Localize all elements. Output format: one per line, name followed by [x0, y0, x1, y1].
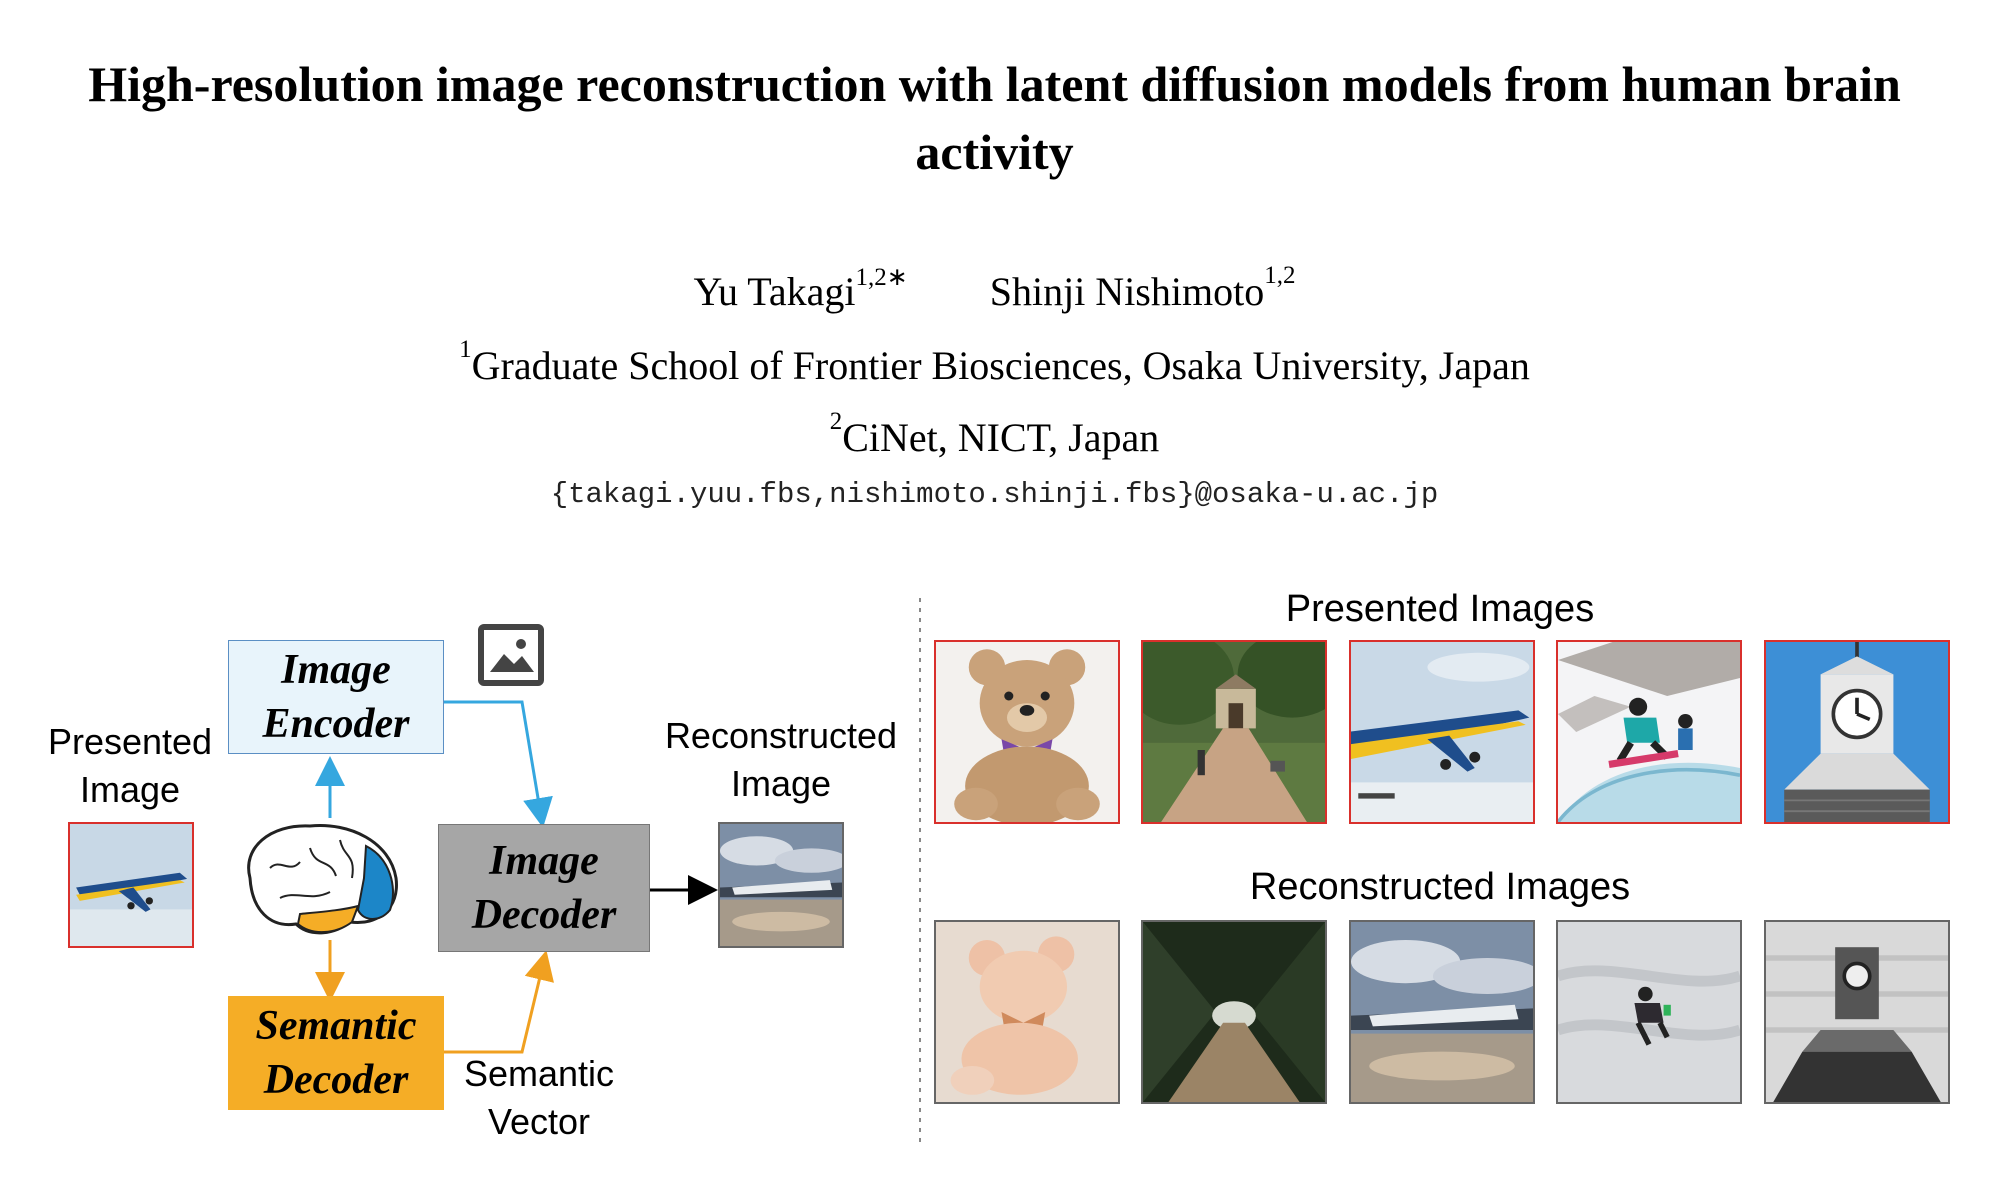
brain-icon — [240, 818, 400, 940]
presented-image-thumb — [68, 822, 194, 948]
reconstructed-teddy-bear — [934, 920, 1120, 1104]
image-icon — [478, 624, 544, 686]
affiliation-sup: 1 — [459, 336, 472, 363]
paper-title: High-resolution image reconstruction with latent diffusion models from human brain activity — [88, 56, 1901, 180]
box-label: Decoder — [263, 1057, 409, 1103]
semantic-vector-label — [444, 1050, 634, 1146]
reconstructed-image-thumb — [718, 822, 844, 948]
box-label: Encoder — [262, 701, 410, 747]
box-label: Image — [489, 838, 599, 884]
author-name: Yu Takagi — [693, 269, 856, 314]
presented-garden-path — [1141, 640, 1327, 824]
author-sup: 1,2 — [1264, 262, 1296, 289]
author-sup: 1,2∗ — [855, 264, 908, 291]
label-line: Semantic — [463, 1053, 615, 1094]
reconstructed-images-title: Reconstructed Images — [1249, 866, 1631, 908]
presented-teddy-bear — [934, 640, 1120, 824]
reconstructed-airplane — [1349, 920, 1535, 1104]
box-label: Semantic — [255, 1003, 417, 1049]
label-line: Image — [79, 769, 181, 810]
affiliation-text: Graduate School of Frontier Biosciences, Osaka University, Japan — [471, 343, 1530, 388]
reconstructed-garden-path — [1141, 920, 1327, 1104]
presented-images-title: Presented Images — [1285, 588, 1595, 630]
affiliation-sup: 2 — [829, 408, 843, 435]
author-name: Shinji Nishimoto — [989, 269, 1265, 314]
image-encoder-box — [228, 640, 444, 754]
box-label: Image — [281, 647, 391, 693]
reconstructed-image-label — [646, 712, 916, 808]
box-label: Decoder — [471, 892, 617, 938]
label-line: Presented — [47, 721, 213, 762]
image-decoder-box — [438, 824, 650, 952]
affiliation-text: CiNet, NICT, Japan — [842, 415, 1160, 460]
arrow-semantic-to-decoder — [444, 956, 545, 1052]
reconstructed-clock-tower — [1764, 920, 1950, 1104]
semantic-decoder-box — [228, 996, 444, 1110]
presented-airplane — [1349, 640, 1535, 824]
label-line: Reconstructed — [664, 715, 898, 756]
presented-image-label — [30, 718, 230, 814]
label-line: Vector — [487, 1101, 591, 1142]
label-line: Image — [730, 763, 832, 804]
presented-clock-tower — [1764, 640, 1950, 824]
arrow-encoder-to-decoder — [444, 702, 542, 822]
reconstructed-snowboarder — [1556, 920, 1742, 1104]
email: {takagi.yuu.fbs,nishimoto.shinji.fbs}@osaka-u.ac.jp — [550, 478, 1439, 511]
presented-snowboarder — [1556, 640, 1742, 824]
